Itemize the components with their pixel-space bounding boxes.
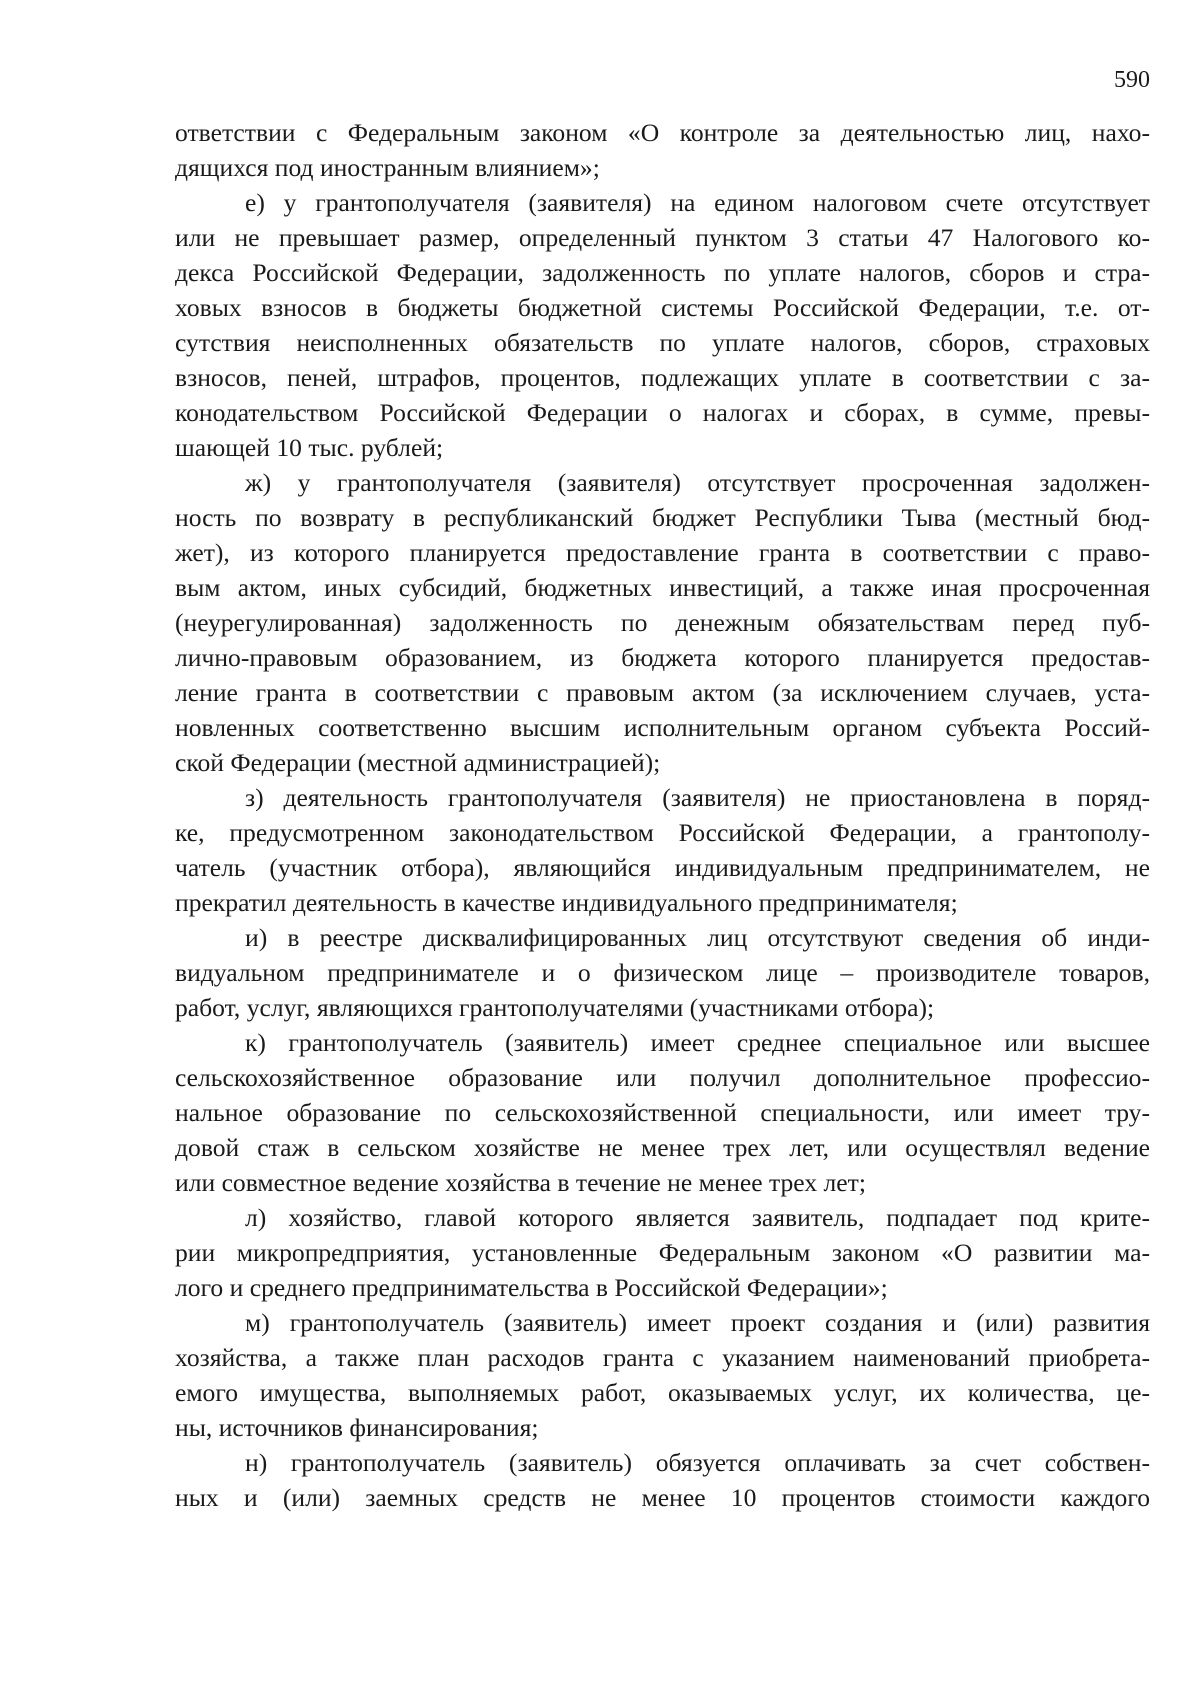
text-line: к) грантополучатель (заявитель) имеет среднее специальное или высшее bbox=[245, 1028, 1150, 1057]
text-line: лично-правовым образованием, из бюджета которого планируется предостав- bbox=[175, 643, 1150, 672]
text-line: ке, предусмотренном законодательством Российской Федерации, а грантополу- bbox=[175, 818, 1150, 847]
text-line: или не превышает размер, определенный пунктом 3 статьи 47 Налогового ко- bbox=[175, 223, 1150, 252]
page-number: 590 bbox=[1114, 67, 1150, 93]
text-line: хозяйства, а также план расходов гранта с указанием наименований приобрета- bbox=[175, 1343, 1150, 1372]
text-line: лого и среднего предпринимательства в Российской Федерации»; bbox=[175, 1273, 888, 1302]
text-line: сельскохозяйственное образование или получил дополнительное профессио- bbox=[175, 1063, 1150, 1092]
text-line: новленных соответственно высшим исполнительным органом субъекта Россий- bbox=[175, 713, 1150, 742]
text-line: и) в реестре дисквалифицированных лиц отсутствуют сведения об инди- bbox=[245, 923, 1150, 952]
text-line: нальное образование по сельскохозяйственной специальности, или имеет тру- bbox=[175, 1098, 1150, 1127]
text-line: ховых взносов в бюджеты бюджетной системы Российской Федерации, т.е. от- bbox=[175, 293, 1150, 322]
text-line: ность по возврату в республиканский бюджет Республики Тыва (местный бюд- bbox=[175, 503, 1150, 532]
text-line: ных и (или) заемных средств не менее 10 процентов стоимости каждого bbox=[175, 1483, 1150, 1512]
text-line: дящихся под иностранным влиянием»; bbox=[175, 153, 600, 182]
document-body bbox=[175, 115, 1150, 1515]
text-line: ответствии с Федеральным законом «О контроле за деятельностью лиц, нахо- bbox=[175, 118, 1150, 147]
text-line: ны, источников финансирования; bbox=[175, 1413, 539, 1442]
text-line: ж) у грантополучателя (заявителя) отсутствует просроченная задолжен- bbox=[245, 468, 1150, 497]
text-line: работ, услуг, являющихся грантополучателями (участниками отбора); bbox=[175, 993, 935, 1022]
text-line: л) хозяйство, главой которого является заявитель, подпадает под крите- bbox=[245, 1203, 1150, 1232]
text-line: сутствия неисполненных обязательств по уплате налогов, сборов, страховых bbox=[175, 328, 1150, 357]
text-line: емого имущества, выполняемых работ, оказываемых услуг, их количества, це- bbox=[175, 1378, 1150, 1407]
text-line: е) у грантополучателя (заявителя) на едином налоговом счете отсутствует bbox=[245, 188, 1150, 217]
text-line: взносов, пеней, штрафов, процентов, подлежащих уплате в соответствии с за- bbox=[175, 363, 1150, 392]
text-line: конодательством Российской Федерации о налогах и сборах, в сумме, превы- bbox=[175, 398, 1150, 427]
text-line: довой стаж в сельском хозяйстве не менее трех лет, или осуществлял ведение bbox=[175, 1133, 1150, 1162]
text-line: шающей 10 тыс. рублей; bbox=[175, 433, 444, 462]
text-line: м) грантополучатель (заявитель) имеет проект создания и (или) развития bbox=[245, 1308, 1150, 1337]
text-line: видуальном предпринимателе и о физическом лице – производителе товаров, bbox=[175, 958, 1150, 987]
text-line: ление гранта в соответствии с правовым актом (за исключением случаев, уста- bbox=[175, 678, 1150, 707]
text-line: декса Российской Федерации, задолженность по уплате налогов, сборов и стра- bbox=[175, 258, 1150, 287]
text-line: или совместное ведение хозяйства в течение не менее трех лет; bbox=[175, 1168, 866, 1197]
text-line: з) деятельность грантополучателя (заявителя) не приостановлена в поряд- bbox=[245, 783, 1150, 812]
text-line: жет), из которого планируется предоставление гранта в соответствии с право- bbox=[175, 538, 1150, 567]
text-line: н) грантополучатель (заявитель) обязуется оплачивать за счет собствен- bbox=[245, 1448, 1150, 1477]
text-line: рии микропредприятия, установленные Федеральным законом «О развитии ма- bbox=[175, 1238, 1150, 1267]
text-line: чатель (участник отбора), являющийся индивидуальным предпринимателем, не bbox=[175, 853, 1150, 882]
text-line: вым актом, иных субсидий, бюджетных инвестиций, а также иная просроченная bbox=[175, 573, 1150, 602]
text-line: (неурегулированная) задолженность по денежным обязательствам перед пуб- bbox=[175, 608, 1150, 637]
text-line: ской Федерации (местной администрацией); bbox=[175, 748, 661, 777]
text-line: прекратил деятельность в качестве индивидуального предпринимателя; bbox=[175, 888, 958, 917]
